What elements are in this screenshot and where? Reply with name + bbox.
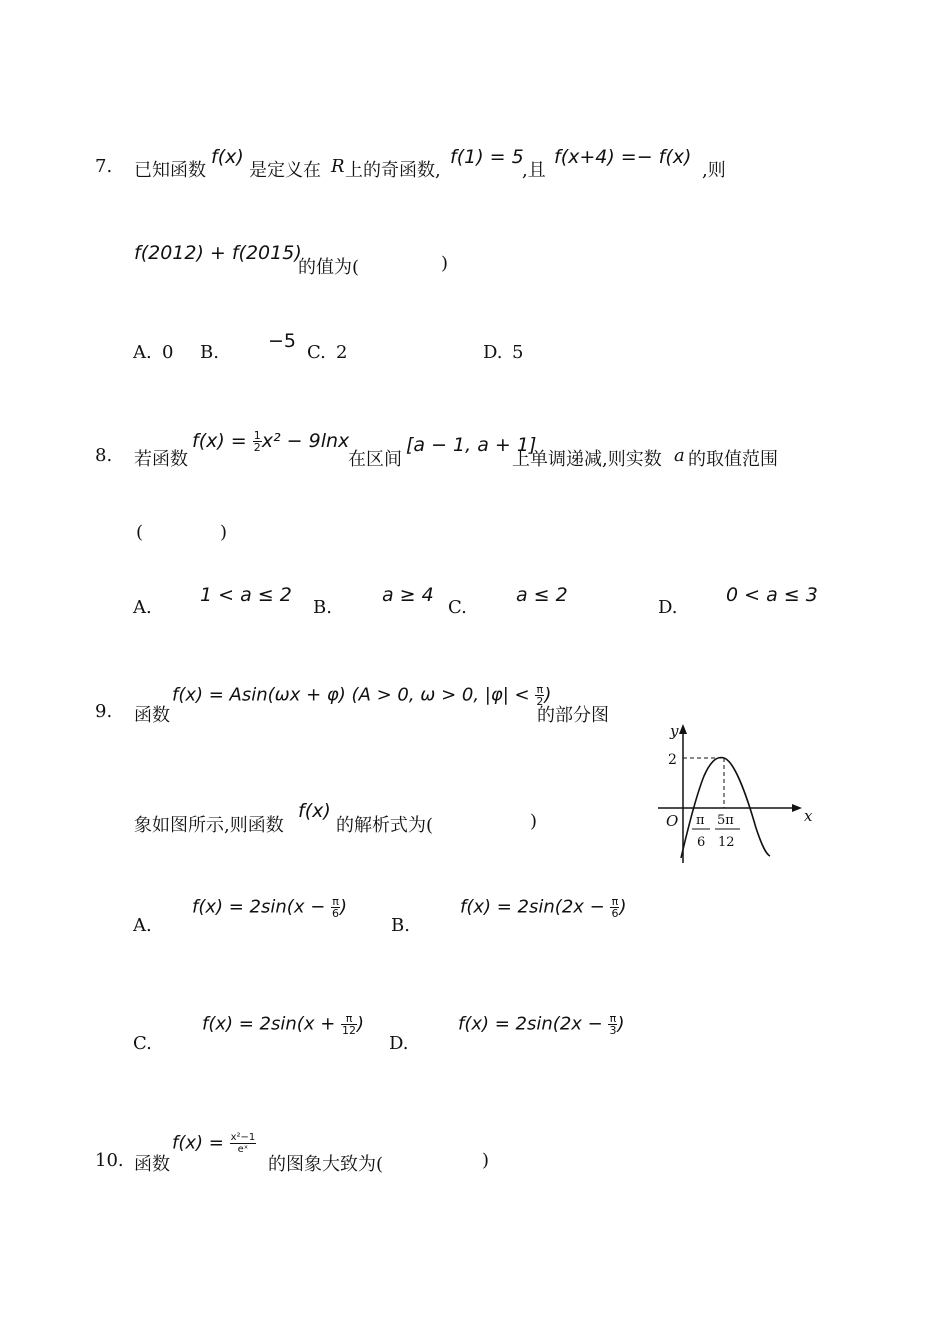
q9-option-c-num: π (341, 1013, 357, 1025)
q9-option-c-den: 12 (342, 1024, 356, 1037)
q8-option-c-label: C. (448, 597, 467, 618)
q7-option-d-label: D. (483, 342, 503, 363)
q7-option-b-value: −5 (268, 330, 297, 352)
q10-num: x²−1 (230, 1132, 256, 1143)
q10-function-left: f(x) = (172, 1132, 230, 1154)
q7-fx: f(x) (211, 146, 244, 168)
q10-close-paren: ) (482, 1150, 490, 1171)
q7-option-a-label: A. (133, 342, 152, 363)
q7-text-5: ,则 (702, 160, 726, 181)
q7-text-1: 已知函数 (134, 160, 206, 181)
graph-origin-label: O (666, 812, 679, 830)
q7-option-b-label: B. (200, 342, 219, 363)
q9-option-c-main: f(x) = 2sin(x + (202, 1013, 341, 1035)
q8-a: a (674, 445, 685, 466)
q9-text-4: 的解析式为( (336, 815, 434, 836)
q9-option-a-main: f(x) = 2sin(x − (192, 896, 331, 918)
q8-option-c-value: a ≤ 2 (516, 584, 568, 606)
graph-y-tick-2: 2 (668, 752, 677, 768)
q9-two: 2 (536, 695, 544, 708)
q9-number: 9. (95, 701, 113, 722)
q9-option-a-den: 6 (332, 907, 339, 920)
q8-function-left: f(x) = (192, 430, 253, 452)
q8-text-4: 的取值范围 (688, 449, 778, 470)
q8-option-b-label: B. (313, 597, 332, 618)
q9-option-a-fraction (331, 896, 340, 919)
q7-number: 7. (95, 156, 113, 177)
q7-option-a-value: 0 (162, 342, 174, 363)
q9-option-d-label: D. (389, 1033, 409, 1054)
q9-close-paren: ) (530, 811, 538, 832)
q7-cond2: f(x+4) =− f(x) (554, 146, 692, 168)
y-axis-arrow-icon (679, 724, 687, 734)
q8-text-3: 上单调递减,则实数 (512, 449, 662, 470)
q9-option-d-main: f(x) = 2sin(2x − (458, 1013, 609, 1035)
q8-interval: [a − 1, a + 1] (406, 434, 537, 456)
graph-x2-num: 5π (717, 813, 734, 828)
q9-option-d-end: ) (617, 1013, 625, 1035)
graph-x2-den: 12 (718, 835, 735, 850)
graph-x1-den: 6 (697, 835, 706, 850)
q7-cond1: f(1) = 5 (450, 146, 524, 168)
q9-option-b-end: ) (619, 896, 627, 918)
q10-fraction (230, 1132, 257, 1155)
q8-option-d-label: D. (658, 597, 678, 618)
q9-text-2: 的部分图 (537, 705, 609, 726)
q9-option-b-value (460, 896, 626, 919)
q9-function (172, 684, 551, 707)
q9-option-c-fraction (341, 1013, 357, 1036)
q9-option-c-label: C. (133, 1033, 152, 1054)
q10-text-2: 的图象大致为( (268, 1154, 384, 1175)
q9-text-3: 象如图所示,则函数 (134, 815, 284, 836)
graph-y-label: y (670, 722, 679, 740)
q9-pi: π (536, 683, 544, 696)
q9-sine-graph (648, 718, 828, 868)
q7-close-paren: ) (441, 253, 449, 274)
q8-half-fraction (253, 430, 262, 453)
q7-text-4: ,且 (522, 160, 546, 181)
q7-option-c-label: C. (307, 342, 326, 363)
q9-option-b-den: 6 (611, 907, 619, 920)
q8-number: 8. (95, 445, 113, 466)
q8-paren-open: ( (136, 522, 144, 543)
x-axis-arrow-icon (792, 804, 802, 812)
q7-text-6: 的值为( (298, 257, 360, 278)
q9-option-a-num: π (332, 895, 339, 908)
q9-function-end: ) (544, 684, 552, 706)
q9-fx: f(x) (298, 800, 331, 822)
q8-half-den: 2 (253, 441, 261, 454)
q9-option-c-value (202, 1013, 364, 1036)
q9-function-main: f(x) = Asin(ωx + φ) (A > 0, ω > 0, |φ| < (172, 684, 536, 706)
q8-option-a-label: A. (133, 597, 152, 618)
q8-text-1: 若函数 (134, 449, 188, 470)
q9-option-a-label: A. (133, 915, 152, 936)
q9-option-d-value (458, 1013, 624, 1036)
q8-option-a-value: 1 < a ≤ 2 (200, 584, 292, 606)
q8-half-num: 1 (253, 429, 261, 442)
q7-text-2: 是定义在 (249, 160, 321, 181)
q7-text-3: 上的奇函数, (345, 160, 441, 181)
q10-den: eˣ (237, 1144, 249, 1155)
q8-function-right: x² − 9lnx (261, 430, 350, 452)
q8-function (192, 430, 349, 453)
graph-x1-num: π (696, 813, 705, 828)
q10-text-1: 函数 (134, 1154, 170, 1175)
q9-option-c-end: ) (357, 1013, 365, 1035)
q9-text-1: 函数 (134, 705, 170, 726)
q7-expr: f(2012) + f(2015) (134, 242, 302, 264)
q7-option-d-value: 5 (512, 342, 524, 363)
q8-option-d-value: 0 < a ≤ 3 (726, 584, 818, 606)
q7-R: R (331, 156, 345, 177)
q9-option-b-num: π (611, 895, 619, 908)
q9-option-b-main: f(x) = 2sin(2x − (460, 896, 611, 918)
q8-paren-close: ) (220, 522, 228, 543)
q10-number: 10. (95, 1150, 124, 1171)
q9-option-a-value (192, 896, 347, 919)
q9-option-b-label: B. (391, 915, 410, 936)
graph-x-label: x (804, 807, 813, 825)
q7-option-c-value: 2 (336, 342, 348, 363)
q9-option-d-num: π (609, 1012, 617, 1025)
q10-function (172, 1132, 256, 1155)
q9-option-d-den: 3 (609, 1024, 617, 1037)
q8-option-b-value: a ≥ 4 (382, 584, 434, 606)
q9-option-a-end: ) (340, 896, 348, 918)
q8-text-2: 在区间 (348, 449, 402, 470)
